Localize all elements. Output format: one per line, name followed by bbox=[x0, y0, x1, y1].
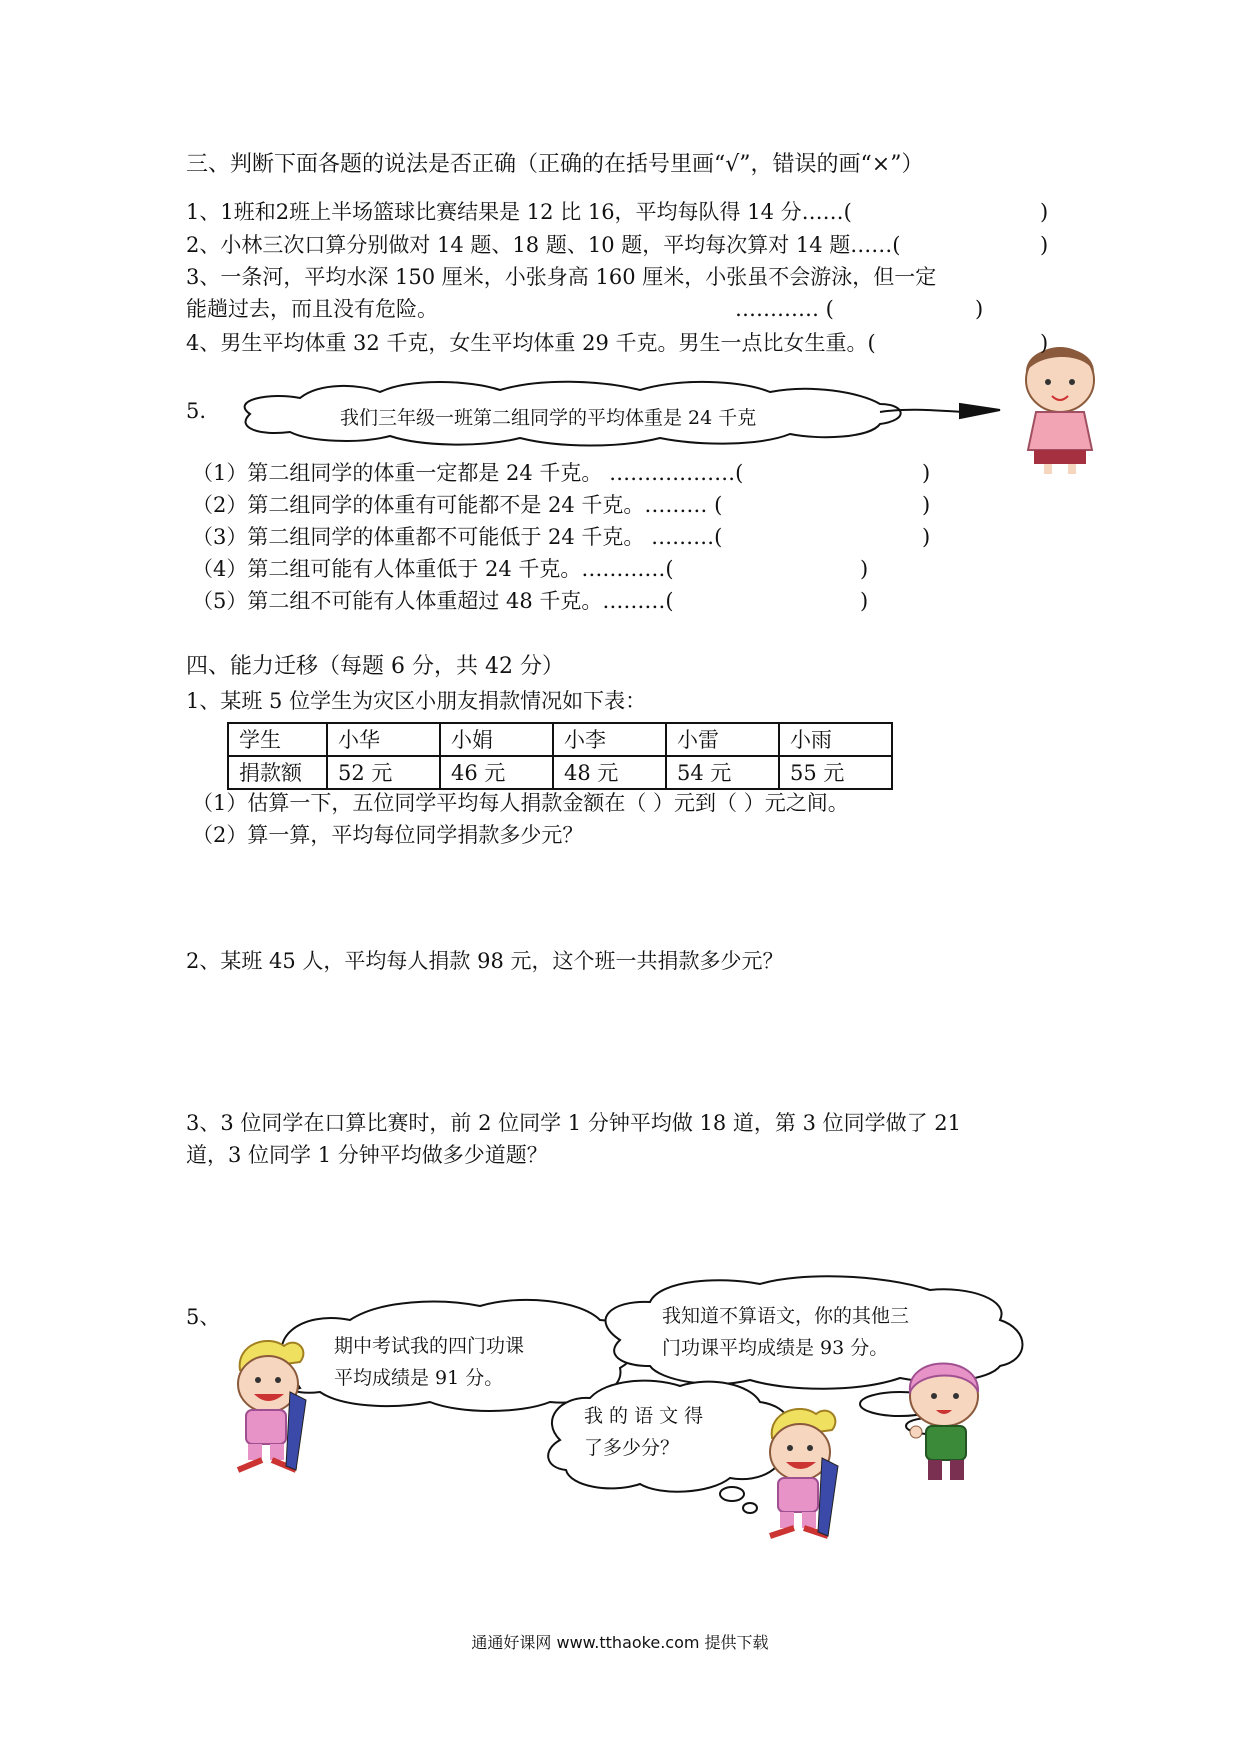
judge-q5-cloud-text: 我们三年级一班第二组同学的平均体重是 24 千克 bbox=[340, 407, 757, 429]
judge-q3-line2: 能趟过去，而且没有危险。 bbox=[186, 297, 438, 321]
section3-title: 三、判断下面各题的说法是否正确（正确的在括号里画“√”，错误的画“×”） bbox=[186, 152, 924, 177]
table-cell: 54 元 bbox=[666, 756, 779, 789]
section4-title: 四、能力迁移（每题 6 分，共 42 分） bbox=[186, 654, 564, 679]
apply-q3-line1: 3、3 位同学在口算比赛时，前 2 位同学 1 分钟平均做 18 道，第 3 位同学做了 21 bbox=[186, 1111, 961, 1135]
judge-q4: 4、男生平均体重 32 千克，女生平均体重 29 千克。男生一点比女生重。( bbox=[186, 331, 876, 355]
cartoon-boy-left-icon bbox=[238, 1341, 306, 1470]
table-cell: 46 元 bbox=[440, 756, 553, 789]
judge-q5-sub1: （1）第二组同学的体重一定都是 24 千克。 ………………( bbox=[192, 461, 744, 485]
apply-q1: 1、某班 5 位学生为灾区小朋友捐款情况如下表： bbox=[186, 689, 647, 713]
table-cell: 52 元 bbox=[327, 756, 440, 789]
judge-q5-number: 5. bbox=[186, 399, 207, 423]
table-cell: 小李 bbox=[553, 723, 666, 756]
table-cell: 小雷 bbox=[666, 723, 779, 756]
judge-q5-sub1-close: ) bbox=[922, 461, 931, 485]
judge-q2: 2、小林三次口算分别做对 14 题、18 题、10 题，平均每次算对 14 题……( bbox=[186, 233, 901, 257]
table-row bbox=[228, 723, 892, 756]
table-row bbox=[228, 756, 892, 789]
table-cell: 小娟 bbox=[440, 723, 553, 756]
judge-q1: 1、1班和2班上半场篮球比赛结果是 12 比 16，平均每队得 14 分……( bbox=[186, 200, 852, 224]
cartoon-boy-middle-icon bbox=[770, 1409, 838, 1536]
bubble2-line2: 门功课平均成绩是 93 分。 bbox=[662, 1337, 889, 1359]
judge-q5-sub2: （2）第二组同学的体重有可能都不是 24 千克。……… ( bbox=[192, 493, 723, 517]
table-cell: 小华 bbox=[327, 723, 440, 756]
judge-q1-close: ) bbox=[1040, 200, 1049, 224]
table-cell: 捐款额 bbox=[228, 756, 327, 789]
table-cell: 学生 bbox=[228, 723, 327, 756]
judge-q3-line1: 3、一条河，平均水深 150 厘米，小张身高 160 厘米，小张虽不会游泳，但一定 bbox=[186, 265, 937, 289]
judge-q5-sub5-close: ) bbox=[860, 589, 869, 613]
judge-q5-sub2-close: ) bbox=[922, 493, 931, 517]
footer-credit: 通通好课网 www.tthaoke.com 提供下载 bbox=[471, 1633, 769, 1652]
judge-q5-sub4: （4）第二组可能有人体重低于 24 千克。…………( bbox=[192, 557, 674, 581]
table-cell: 小雨 bbox=[779, 723, 892, 756]
apply-q2: 2、某班 45 人，平均每人捐款 98 元，这个班一共捐款多少元？ bbox=[186, 949, 784, 973]
judge-q3-dots: ………… ( bbox=[735, 297, 834, 321]
apply-q5-number: 5、 bbox=[186, 1305, 221, 1329]
judge-q5-sub3: （3）第二组同学的体重都不可能低于 24 千克。 ………( bbox=[192, 525, 723, 549]
bubble1-line2: 平均成绩是 91 分。 bbox=[334, 1367, 504, 1389]
bubble1-line1: 期中考试我的四门功课 bbox=[334, 1335, 525, 1357]
judge-q5-sub5: （5）第二组不可能有人体重超过 48 千克。………( bbox=[192, 589, 674, 613]
table-cell: 55 元 bbox=[779, 756, 892, 789]
judge-q5-sub3-close: ) bbox=[922, 525, 931, 549]
cartoon-girl-icon bbox=[1026, 348, 1094, 474]
bubble3-line2: 了多少分？ bbox=[584, 1437, 680, 1459]
judge-q2-close: ) bbox=[1040, 233, 1049, 257]
apply-q1-sub2: （2）算一算，平均每位同学捐款多少元？ bbox=[192, 823, 584, 847]
donation-table bbox=[227, 722, 893, 790]
apply-q1-sub1: （1）估算一下，五位同学平均每人捐款金额在（ ）元到（ ）元之间。 bbox=[192, 791, 849, 815]
judge-q3-close: ) bbox=[975, 297, 984, 321]
judge-q5-sub4-close: ) bbox=[860, 557, 869, 581]
apply-q3-line2: 道，3 位同学 1 分钟平均做多少道题？ bbox=[186, 1143, 548, 1167]
bubble3-line1: 我 的 语 文 得 bbox=[584, 1405, 704, 1427]
judge-q4-close: ) bbox=[1040, 331, 1049, 355]
table-cell: 48 元 bbox=[553, 756, 666, 789]
bubble2-line1: 我知道不算语文，你的其他三 bbox=[662, 1305, 910, 1327]
